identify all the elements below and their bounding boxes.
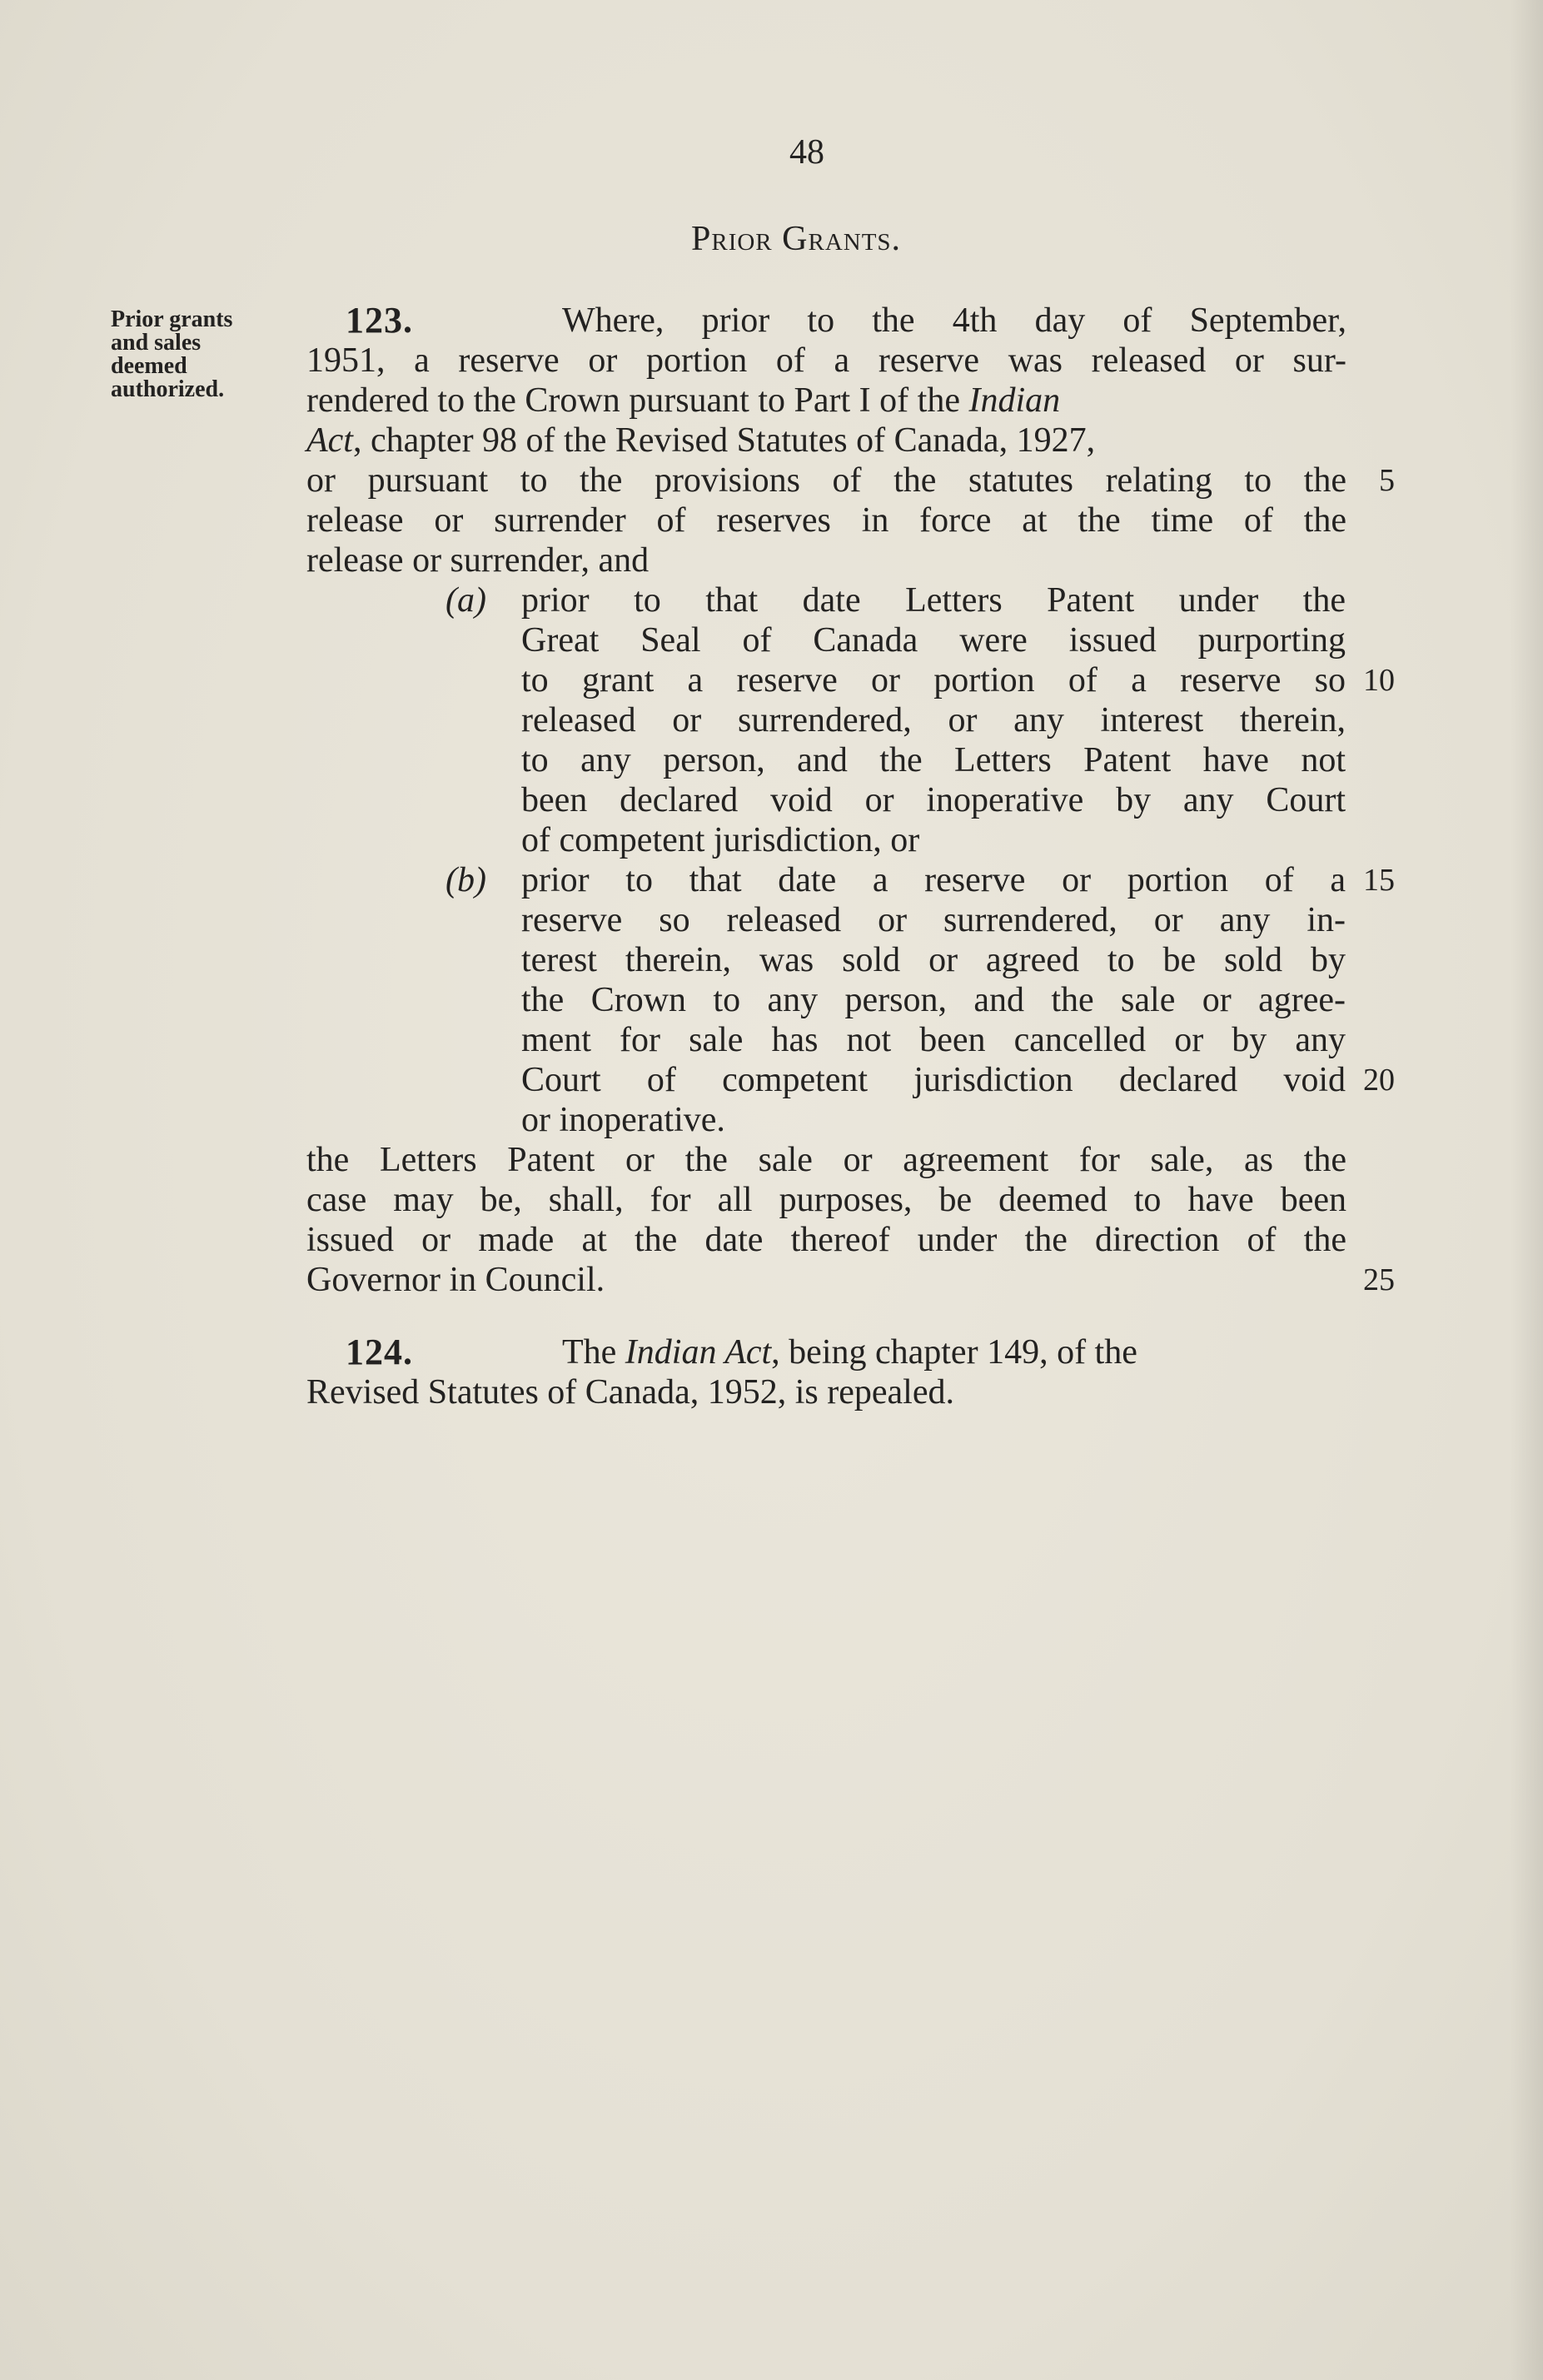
text-line: of competent jurisdiction, or [521, 821, 920, 859]
text-line: Governor in Council. [306, 1261, 605, 1299]
text-line: release or surrender of reserves in force at the time of the [306, 501, 1346, 540]
text-line: or pursuant to the provisions of the statutes relating to the [306, 461, 1346, 500]
text-line: released or surrendered, or any interest therein, [521, 701, 1346, 739]
line-number: 10 [1363, 663, 1395, 698]
text-line: the Crown to any person, and the sale or agree- [521, 981, 1346, 1019]
text-line: terest therein, was sold or agreed to be sold by [521, 941, 1346, 979]
text-line: to any person, and the Letters Patent have not [521, 741, 1346, 779]
section-heading: Prior Grants. [691, 220, 902, 258]
para-a-label: (a) [445, 581, 486, 620]
page-edge-shadow [1510, 0, 1543, 2380]
line-number: 5 [1379, 463, 1395, 498]
line-number: 15 [1363, 863, 1395, 898]
text-line: case may be, shall, for all purposes, be deemed to have been [306, 1181, 1346, 1219]
text-line: been declared void or inoperative by any Court [521, 781, 1346, 819]
text-line: reserve so released or surrendered, or any in- [521, 901, 1346, 939]
text-line: to grant a reserve or portion of a reserve so [521, 661, 1346, 700]
page-number: 48 [789, 133, 824, 172]
line-number: 25 [1363, 1262, 1395, 1297]
line-number: 20 [1363, 1063, 1395, 1098]
text-line: rendered to the Crown pursuant to Part I of the Indian [306, 381, 1061, 420]
text-line: Act, chapter 98 of the Revised Statutes of Canada, 1927, [306, 421, 1096, 460]
text-line: Where, prior to the 4th day of September, [562, 301, 1346, 340]
text-line: Revised Statutes of Canada, 1952, is repealed. [306, 1373, 954, 1412]
text-line: release or surrender, and [306, 541, 650, 580]
text-line: prior to that date Letters Patent under the [521, 581, 1346, 620]
text-line: the Letters Patent or the sale or agreement for sale, as the [306, 1141, 1346, 1179]
text-line: The Indian Act, being chapter 149, of the [562, 1333, 1137, 1372]
text-line: prior to that date a reserve or portion of a [521, 861, 1346, 899]
section-number-124: 124. [346, 1332, 413, 1372]
text-line: or inoperative. [521, 1101, 725, 1139]
section-number-123: 123. [346, 300, 413, 341]
text-line: 1951, a reserve or portion of a reserve was released or sur- [306, 341, 1346, 380]
text-line: ment for sale has not been cancelled or by any [521, 1021, 1346, 1059]
margin-note: Prior grants and sales deemed authorized. [111, 306, 233, 402]
text-line: issued or made at the date thereof under the direction of the [306, 1221, 1346, 1259]
text-line: Court of competent jurisdiction declared void [521, 1061, 1346, 1099]
text-line: Great Seal of Canada were issued purporting [521, 621, 1346, 660]
para-b-label: (b) [445, 861, 486, 899]
